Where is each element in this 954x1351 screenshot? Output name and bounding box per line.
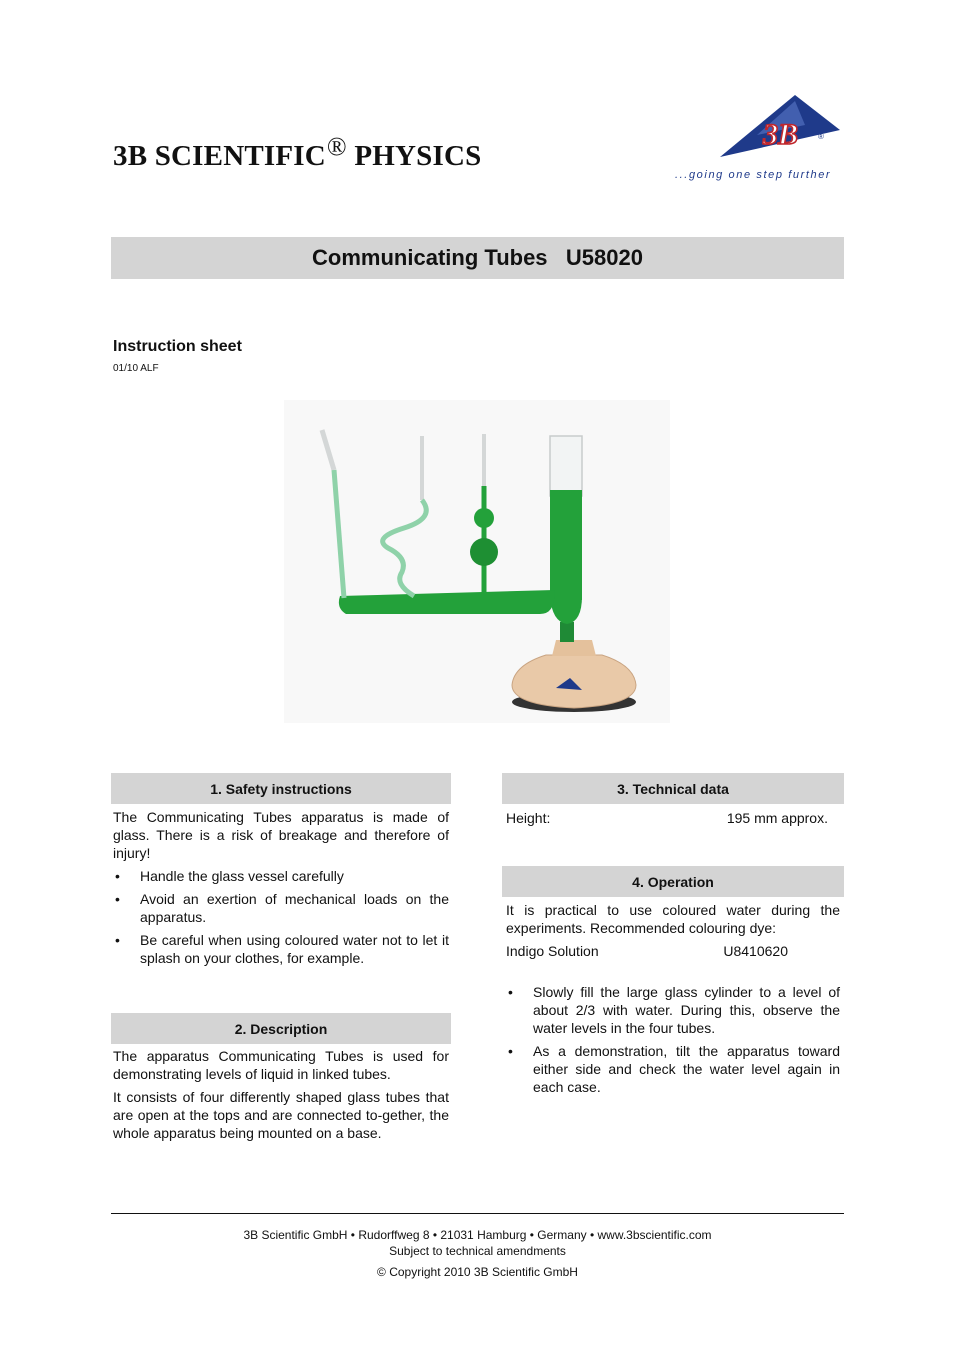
cylinder-empty bbox=[550, 436, 582, 496]
description-paragraph: The apparatus Communicating Tubes is used for demonstrating levels of liquid in linked tubes. bbox=[113, 1048, 449, 1082]
operation-item: • Slowly fill the large glass cylinder to a level of about 2/3 with water. During this, observe the water levels in the four tubes. bbox=[506, 983, 840, 1037]
sheet-code: 01/10 ALF bbox=[113, 363, 159, 374]
cylinder-bottom bbox=[550, 596, 582, 624]
footer-notice: Subject to technical amendments bbox=[389, 1244, 566, 1258]
base-neck bbox=[552, 640, 596, 656]
technical-value: 195 mm approx. bbox=[726, 810, 828, 826]
technical-row bbox=[506, 809, 828, 827]
cylinder-liquid bbox=[550, 490, 582, 600]
dye-label: Indigo Solution bbox=[506, 943, 599, 959]
safety-heading: 1. Safety instructions bbox=[210, 780, 352, 797]
technical-heading-bar bbox=[502, 773, 844, 804]
company-logo bbox=[675, 95, 845, 185]
instruction-sheet-title: Instruction sheet bbox=[113, 338, 242, 355]
tube-1-liquid bbox=[334, 470, 344, 598]
description-heading: 2. Description bbox=[234, 1020, 328, 1037]
safety-item: • Be careful when using coloured water not to let it splash on your clothes, for example. bbox=[113, 931, 449, 967]
product-title: Communicating Tubes U58020 bbox=[312, 245, 643, 270]
logo-registered: ® bbox=[818, 132, 824, 141]
footer-address: 3B Scientific GmbH • Rudorffweg 8 • 21031 Hamburg • Germany • www.3bscientific.com bbox=[243, 1228, 712, 1242]
logo-tagline: ...going one step further bbox=[675, 169, 832, 181]
operation-heading: 4. Operation bbox=[632, 873, 714, 890]
operation-intro: It is practical to use coloured water during the experiments. Recommended colouring dye: bbox=[506, 902, 840, 936]
safety-intro: The Communicating Tubes apparatus is made of glass. There is a risk of breakage and therefore of injury! bbox=[113, 809, 449, 861]
registered-mark: ® bbox=[326, 132, 347, 161]
footer-copyright: © Copyright 2010 3B Scientific GmbH bbox=[377, 1265, 578, 1279]
description-heading-bar bbox=[111, 1013, 451, 1044]
logo-mark: 3B bbox=[763, 118, 799, 151]
operation-section bbox=[506, 901, 840, 1101]
tube-3-large-bulb bbox=[470, 538, 498, 566]
tube-1-empty bbox=[322, 430, 334, 470]
footer-divider bbox=[111, 1213, 844, 1214]
dye-code: U8410620 bbox=[723, 943, 788, 959]
operation-list bbox=[506, 983, 840, 1096]
operation-heading-bar bbox=[502, 866, 844, 897]
technical-heading: 3. Technical data bbox=[617, 780, 729, 797]
wooden-base bbox=[512, 655, 636, 708]
communicating-tubes-image bbox=[284, 400, 670, 723]
description-section bbox=[113, 1047, 449, 1147]
connecting-tube bbox=[339, 590, 554, 614]
logo-graphic bbox=[675, 95, 845, 185]
tube-2-liquid bbox=[383, 500, 427, 596]
description-paragraph: It consists of four differently shaped glass tubes that are open at the tops and are connected to-gether, the whole apparatus being mounted on a base. bbox=[113, 1089, 449, 1141]
brand-title bbox=[113, 132, 481, 173]
stem bbox=[560, 622, 574, 642]
safety-list bbox=[113, 867, 449, 967]
safety-heading-bar bbox=[111, 773, 451, 804]
safety-section bbox=[113, 808, 449, 972]
tube-3-small-bulb bbox=[474, 508, 494, 528]
technical-label: Height: bbox=[506, 810, 551, 826]
safety-item: • Avoid an exertion of mechanical loads on the apparatus. bbox=[113, 890, 449, 926]
brand-suffix: PHYSICS bbox=[354, 140, 482, 172]
product-title-bar bbox=[111, 237, 844, 279]
safety-item: • Handle the glass vessel carefully bbox=[113, 867, 449, 885]
dye-row bbox=[506, 942, 788, 960]
brand-name: 3B SCIENTIFIC bbox=[113, 140, 326, 172]
product-photo bbox=[284, 400, 670, 723]
operation-item: • As a demonstration, tilt the apparatus toward either side and check the water level again in each case. bbox=[506, 1042, 840, 1096]
